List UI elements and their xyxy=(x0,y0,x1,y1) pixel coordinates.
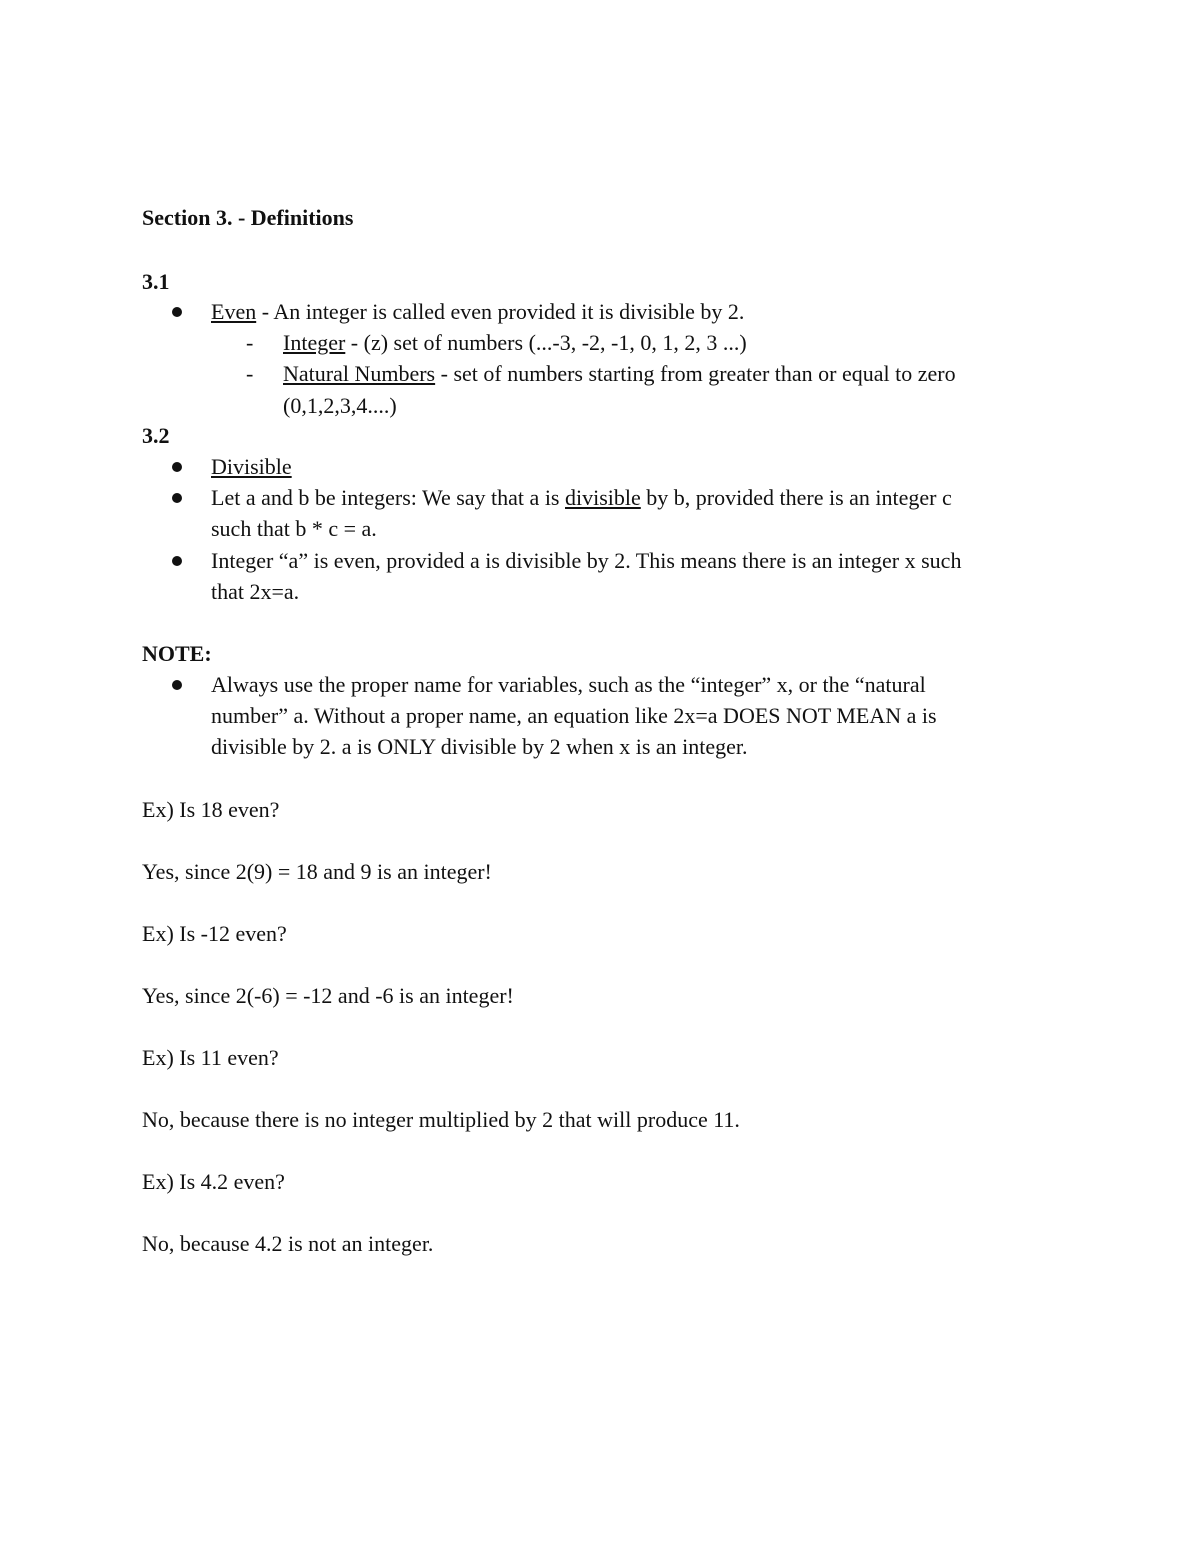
example-answer: No, because there is no integer multiplied by 2 that will produce 11. xyxy=(142,1107,740,1132)
example-answer: Yes, since 2(-6) = -12 and -6 is an integer! xyxy=(142,983,514,1008)
example-question: Ex) Is -12 even? xyxy=(142,921,287,946)
bullet-icon xyxy=(172,493,182,503)
bullet-icon xyxy=(172,462,182,472)
natural-definition xyxy=(283,360,956,388)
example-question: Ex) Is 4.2 even? xyxy=(142,1169,285,1194)
bullet-icon xyxy=(172,556,182,566)
natural-definition-cont: (0,1,2,3,4....) xyxy=(283,393,397,418)
integer-term: Integer xyxy=(283,330,346,355)
divisible-definition-cont: such that b * c = a. xyxy=(211,516,377,541)
divisible-def-b: by b, provided there is an integer c xyxy=(640,485,952,510)
even-term: Even xyxy=(211,299,257,324)
integer-definition xyxy=(283,329,747,357)
natural-term: Natural Numbers xyxy=(283,361,436,386)
example-question: Ex) Is 11 even? xyxy=(142,1045,279,1070)
note-heading: NOTE: xyxy=(142,641,212,666)
example-question: Ex) Is 18 even? xyxy=(142,797,280,822)
divisible-inline-term: divisible xyxy=(565,485,641,510)
note-line-2: number” a. Without a proper name, an equation like 2x=a DOES NOT MEAN a is xyxy=(211,703,937,728)
even-integer-statement-cont: that 2x=a. xyxy=(211,579,300,604)
natural-def-text: - set of numbers starting from greater than or equal to zero xyxy=(435,361,956,386)
even-integer-statement: Integer “a” is even, provided a is divisible by 2. This means there is an integer x such xyxy=(211,548,962,573)
heading-3-2: 3.2 xyxy=(142,423,170,448)
dash-marker: - xyxy=(246,361,254,386)
note-line-3: divisible by 2. a is ONLY divisible by 2 when x is an integer. xyxy=(211,734,748,759)
divisible-term: Divisible xyxy=(211,454,292,479)
even-def-text: - An integer is called even provided it is divisible by 2. xyxy=(256,299,745,324)
bullet-icon xyxy=(172,307,182,317)
even-definition xyxy=(211,298,744,326)
heading-3-1: 3.1 xyxy=(142,269,170,294)
section-title: Section 3. - Definitions xyxy=(142,205,354,230)
dash-marker: - xyxy=(246,330,254,355)
divisible-definition xyxy=(211,484,952,512)
divisible-def-a: Let a and b be integers: We say that a is xyxy=(211,485,565,510)
example-answer: No, because 4.2 is not an integer. xyxy=(142,1231,434,1256)
integer-def-text: - (z) set of numbers (...-3, -2, -1, 0, 1, 2, 3 ...) xyxy=(345,330,747,355)
bullet-icon xyxy=(172,680,182,690)
note-line-1: Always use the proper name for variables, such as the “integer” x, or the “natural xyxy=(211,672,926,697)
example-answer: Yes, since 2(9) = 18 and 9 is an integer! xyxy=(142,859,492,884)
